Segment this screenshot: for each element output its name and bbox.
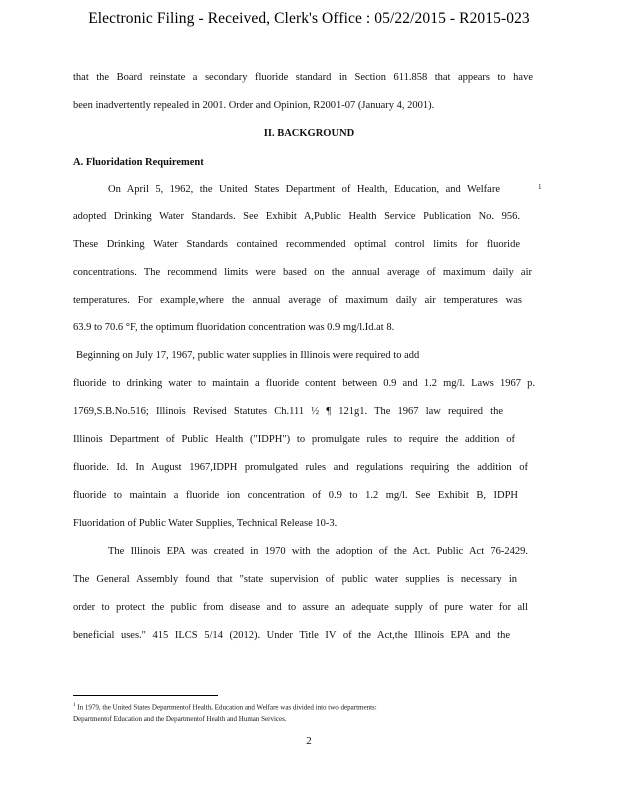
footnote-number: 1: [73, 703, 76, 708]
paragraph2-line-7: Fluoridation of Public Water Supplies, Technical Release 10-3.: [73, 518, 338, 529]
filing-stamp-header: Electronic Filing - Received, Clerk's Office : 05/22/2015 - R2015-023: [88, 10, 530, 27]
paragraph2-line-6: fluoride to maintain a fluoride ion concentration of 0.9 to 1.2 mg/l. See Exhibit B, IDPH: [73, 490, 518, 501]
footnote-marker: 1: [538, 183, 542, 191]
paragraph2-line-3: 1769,S.B.No.516; Illinois Revised Statutes Ch.111 ½ ¶ 121g1. The 1967 law required the: [73, 406, 503, 417]
paragraph2-line-5: fluoride. Id. In August 1967,IDPH promulgated rules and regulations requiring the addition of: [73, 462, 528, 473]
footnote-line-2: Departmentof Education and the Departmentof Health and Human Services.: [73, 715, 287, 723]
paragraph3-line-1: The Illinois EPA was created in 1970 with the adoption of the Act. Public Act 76-2429.: [108, 546, 528, 557]
footnote-divider: [73, 695, 218, 696]
footnote-line-1: [73, 703, 493, 711]
continuation-line-1: that the Board reinstate a secondary fluoride standard in Section 611.858 that appears to have: [73, 72, 533, 83]
paragraph2-line-4: Illinois Department of Public Health ("IDPH") to promulgate rules to require the addition of: [73, 434, 515, 445]
paragraph1-line-4: concentrations. The recommend limits were based on the annual average of maximum daily air: [73, 267, 532, 278]
paragraph1-line-6: 63.9 to 70.6 °F, the optimum fluoridation concentration was 0.9 mg/l.Id.at 8.: [73, 322, 395, 333]
section-heading: II. BACKGROUND: [263, 128, 355, 139]
subsection-heading: A. Fluoridation Requirement: [73, 157, 204, 168]
footnote-text-1: In 1979, the United States Departmentof Health, Education and Welfare was divided into two departments:: [77, 703, 377, 712]
continuation-line-2: been inadvertently repealed in 2001. Order and Opinion, R2001-07 (January 4, 2001).: [73, 100, 435, 111]
page-number: 2: [306, 735, 312, 747]
paragraph1-line-1: On April 5, 1962, the United States Department of Health, Education, and Welfare: [108, 184, 500, 195]
paragraph2-line-2: fluoride to drinking water to maintain a fluoride content between 0.9 and 1.2 mg/l. Laws 1967 p.: [73, 378, 535, 389]
paragraph3-line-2: The General Assembly found that "state supervision of public water supplies is necessary in: [73, 574, 517, 585]
paragraph3-line-4: beneficial uses." 415 ILCS 5/14 (2012). Under Title IV of the Act,the Illinois EPA and the: [73, 630, 510, 641]
paragraph2-line-1: Beginning on July 17, 1967, public water supplies in Illinois were required to add: [76, 350, 420, 361]
paragraph3-line-3: order to protect the public from disease and to assure an adequate supply of pure water for all: [73, 602, 528, 613]
paragraph1-line-2: adopted Drinking Water Standards. See Exhibit A,Public Health Service Publication No. 956.: [73, 211, 520, 222]
paragraph1-line-5: temperatures. For example,where the annual average of maximum daily air temperatures was: [73, 295, 522, 306]
paragraph1-line-3: These Drinking Water Standards contained recommended optimal control limits for fluoride: [73, 239, 520, 250]
